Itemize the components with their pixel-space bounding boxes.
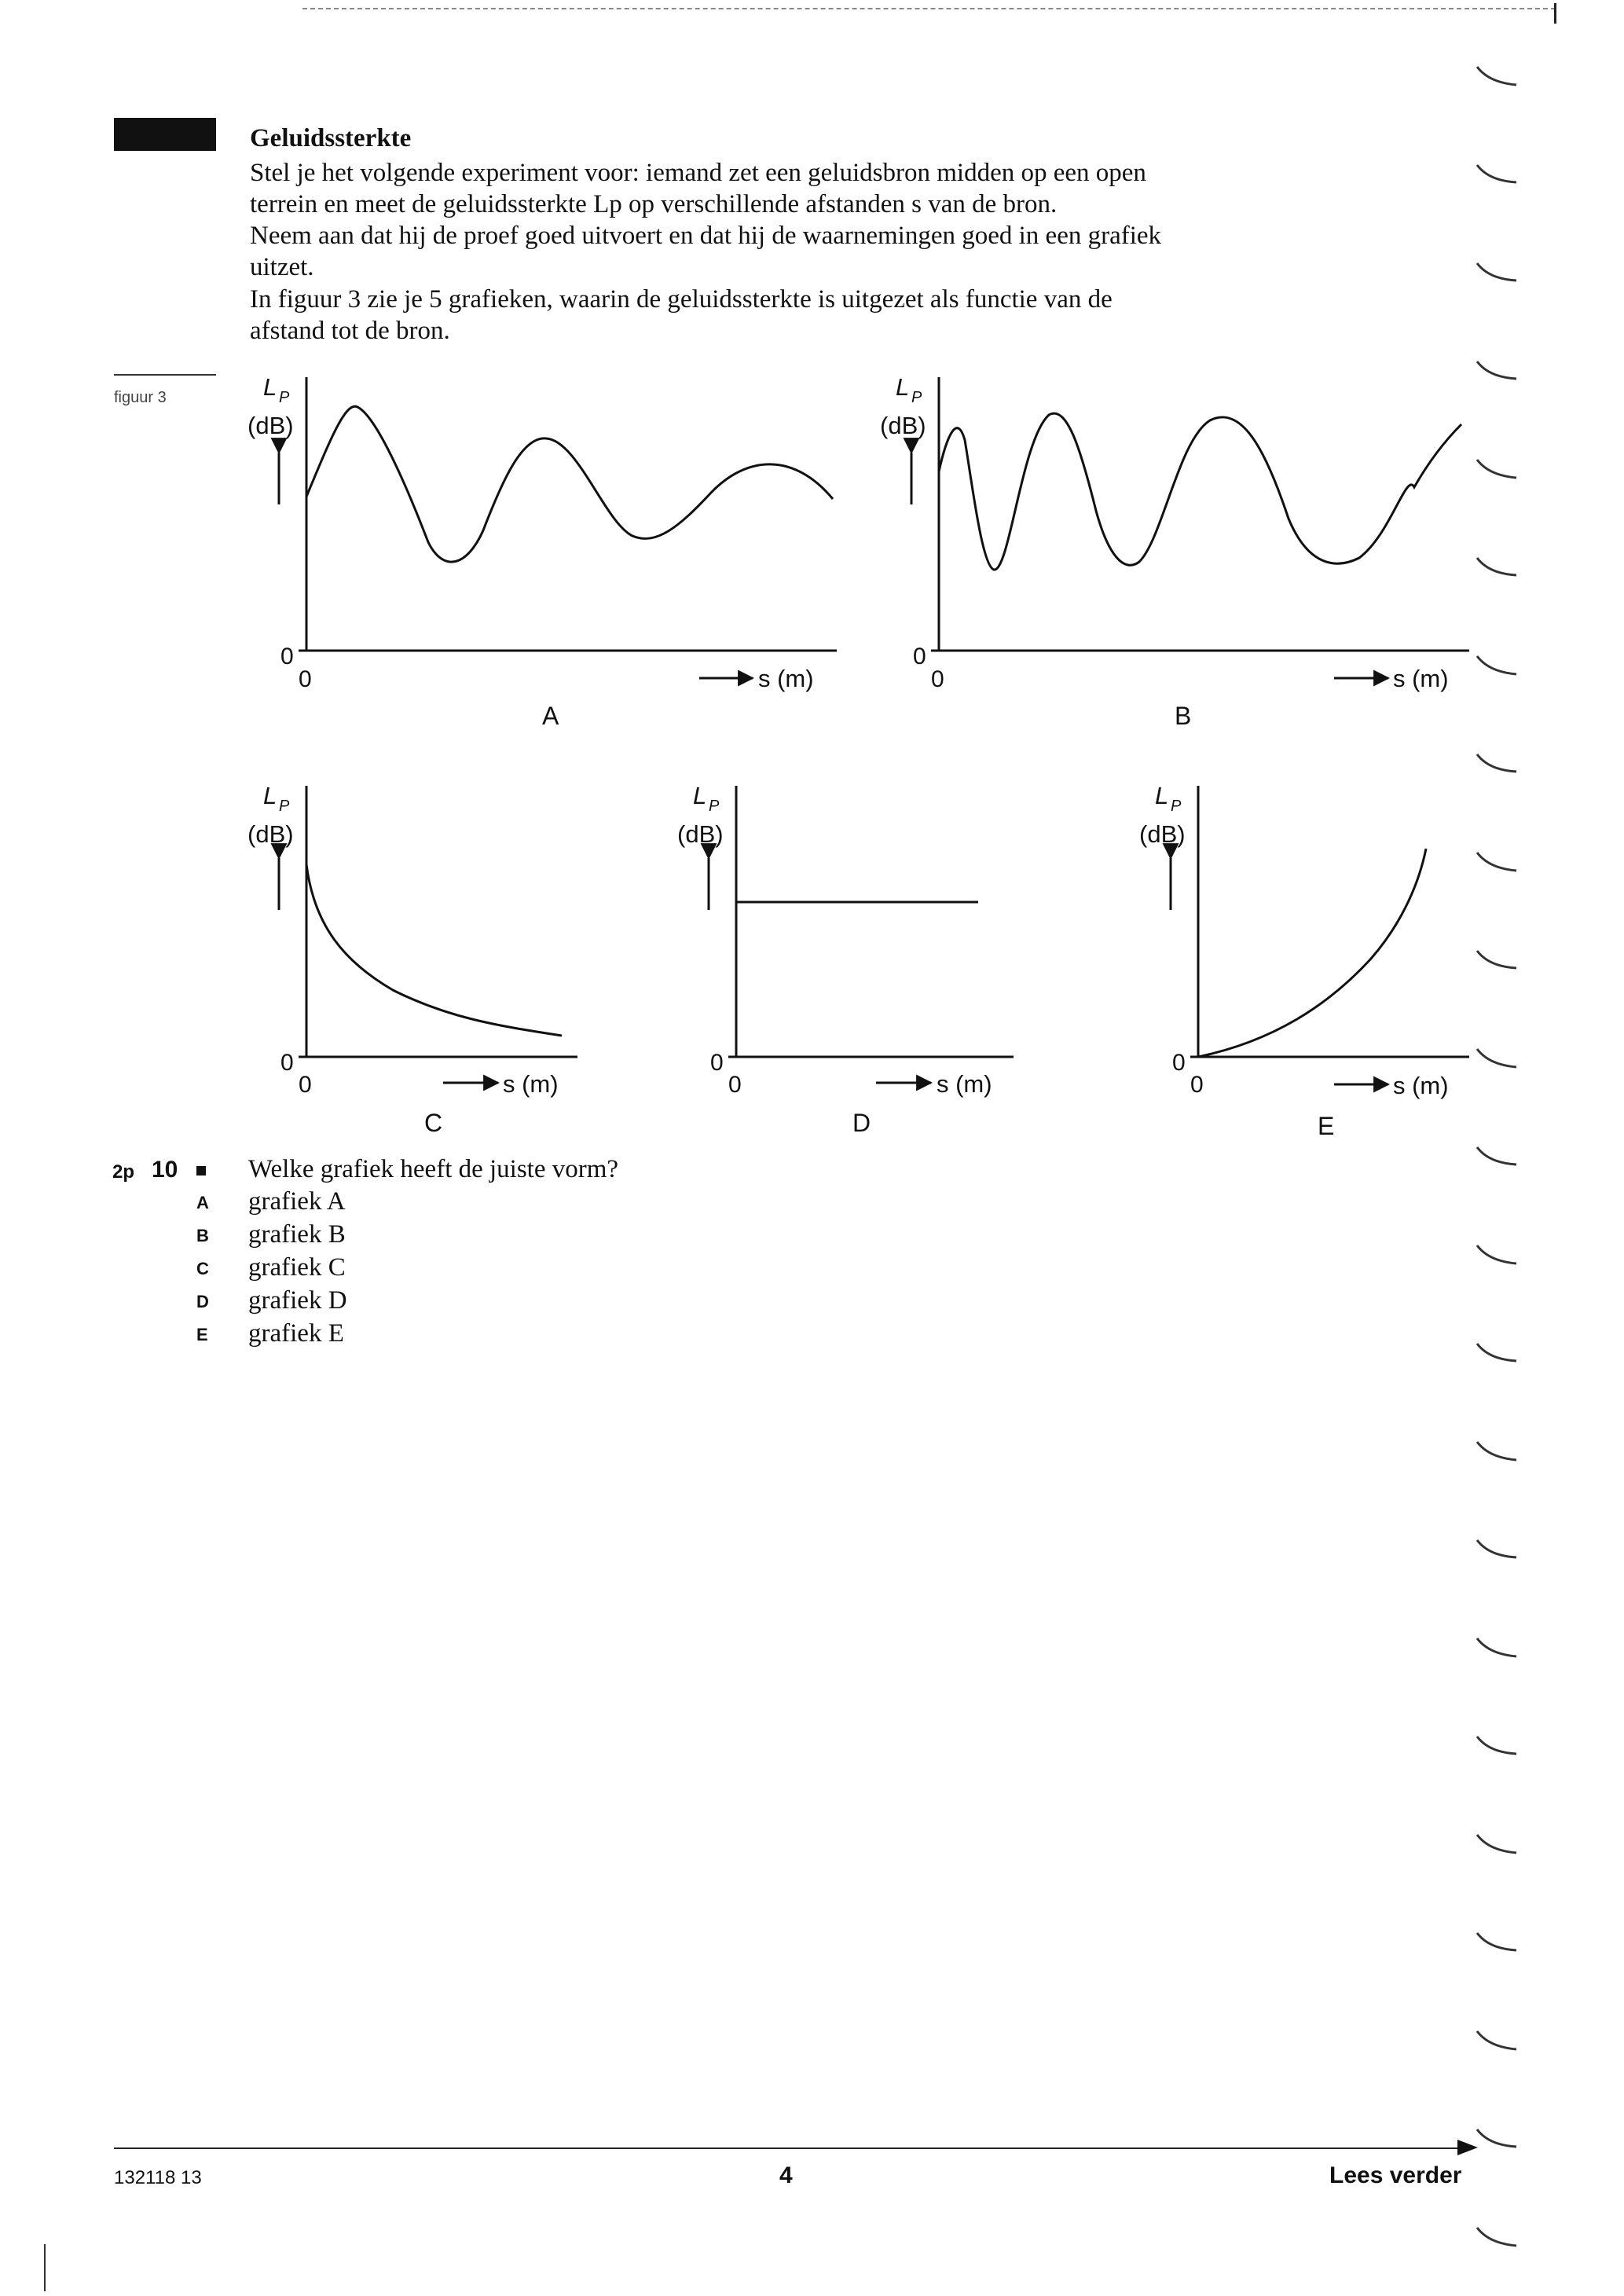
question-number: 10 — [152, 1157, 178, 1183]
graph-a-origin-y: 0 — [280, 644, 294, 669]
graph-d-y-unit: (dB) — [677, 820, 724, 848]
graph-d-y-subscript: P — [709, 798, 720, 815]
graph-b-letter: B — [1175, 702, 1192, 730]
graph-e-y-symbol: L — [1155, 782, 1169, 809]
binding-marks — [1469, 47, 1548, 2287]
question-points: 2p — [112, 1161, 135, 1183]
question-bullet — [196, 1166, 206, 1176]
bottom-edge-mark — [44, 2244, 46, 2291]
footer-rule — [114, 2147, 1465, 2149]
graph-a-x-label: s (m) — [758, 665, 814, 692]
option-c-text[interactable]: grafiek C — [248, 1253, 346, 1282]
graph-b-origin-y: 0 — [913, 644, 926, 669]
intro-line-1: Stel je het volgende experiment voor: iemand zet een geluidsbron midden op een open — [250, 159, 1146, 187]
graph-e-curve — [1198, 849, 1426, 1057]
intro-line-2: terrein en meet de geluidssterkte Lp op verschillende afstanden s van de bron. — [250, 190, 1058, 218]
question-prompt: Welke grafiek heeft de juiste vorm? — [248, 1155, 619, 1183]
option-d-letter: D — [196, 1292, 209, 1311]
graph-d-x-label: s (m) — [937, 1070, 992, 1098]
graph-c-origin-y: 0 — [280, 1050, 294, 1076]
graph-d-letter: D — [852, 1109, 871, 1137]
graph-a — [279, 377, 837, 678]
page-number: 4 — [779, 2162, 793, 2188]
option-c-letter: C — [196, 1259, 209, 1278]
graph-e-origin-y: 0 — [1172, 1050, 1186, 1076]
graph-b-y-unit: (dB) — [880, 412, 926, 439]
option-b-text[interactable]: grafiek B — [248, 1220, 346, 1249]
option-a-text[interactable]: grafiek A — [248, 1187, 346, 1216]
graph-b-y-symbol: L — [896, 373, 910, 401]
graph-c-y-symbol: L — [263, 782, 277, 809]
graph-a-y-symbol: L — [263, 373, 277, 401]
graph-c-x-label: s (m) — [503, 1070, 559, 1098]
graph-c-letter: C — [424, 1109, 443, 1137]
intro-line-4: uitzet. — [250, 253, 314, 281]
option-b-letter: B — [196, 1226, 209, 1245]
graph-a-origin-x: 0 — [299, 666, 312, 692]
intro-line-5: In figuur 3 zie je 5 grafieken, waarin de geluidssterkte is uitgezet als functie van de — [250, 285, 1113, 314]
graph-c-curve — [306, 864, 562, 1036]
option-a-letter: A — [196, 1193, 209, 1212]
footer-code: 132118 13 — [114, 2167, 202, 2188]
intro-line-3: Neem aan dat hij de proef goed uitvoert en dat hij de waarnemingen goed in een grafiek — [250, 222, 1162, 250]
graph-e-letter: E — [1318, 1112, 1335, 1140]
graph-d — [709, 786, 1014, 1083]
graph-b-y-subscript: P — [911, 389, 922, 406]
graph-e-y-subscript: P — [1171, 798, 1182, 815]
graph-c-y-subscript: P — [279, 798, 290, 815]
option-d-text[interactable]: grafiek D — [248, 1286, 347, 1315]
graph-b — [911, 377, 1469, 678]
option-e-text[interactable]: grafiek E — [248, 1319, 344, 1348]
graph-a-letter: A — [542, 702, 559, 730]
graph-c-y-unit: (dB) — [247, 820, 294, 848]
graph-c-origin-x: 0 — [299, 1072, 312, 1098]
graph-d-y-symbol: L — [693, 782, 707, 809]
graph-a-curve — [306, 406, 833, 562]
graph-c — [279, 786, 577, 1083]
question-title: Geluidssterkte — [250, 124, 412, 152]
graph-a-y-unit: (dB) — [247, 412, 294, 439]
graph-d-origin-y: 0 — [710, 1050, 724, 1076]
graph-d-origin-x: 0 — [728, 1072, 742, 1098]
figure-label: figuur 3 — [114, 389, 167, 406]
graph-e — [1171, 786, 1469, 1084]
option-e-letter: E — [196, 1325, 208, 1344]
graph-b-curve — [939, 413, 1461, 570]
intro-line-6: afstand tot de bron. — [250, 317, 450, 345]
footer-arrowhead — [1457, 2138, 1481, 2157]
graph-e-origin-x: 0 — [1190, 1072, 1204, 1098]
graph-a-y-subscript: P — [279, 389, 290, 406]
graph-b-origin-x: 0 — [931, 666, 944, 692]
graph-e-x-label: s (m) — [1393, 1072, 1449, 1099]
graph-e-y-unit: (dB) — [1139, 820, 1186, 848]
graph-b-x-label: s (m) — [1393, 665, 1449, 692]
continue-label: Lees verder — [1329, 2162, 1462, 2188]
